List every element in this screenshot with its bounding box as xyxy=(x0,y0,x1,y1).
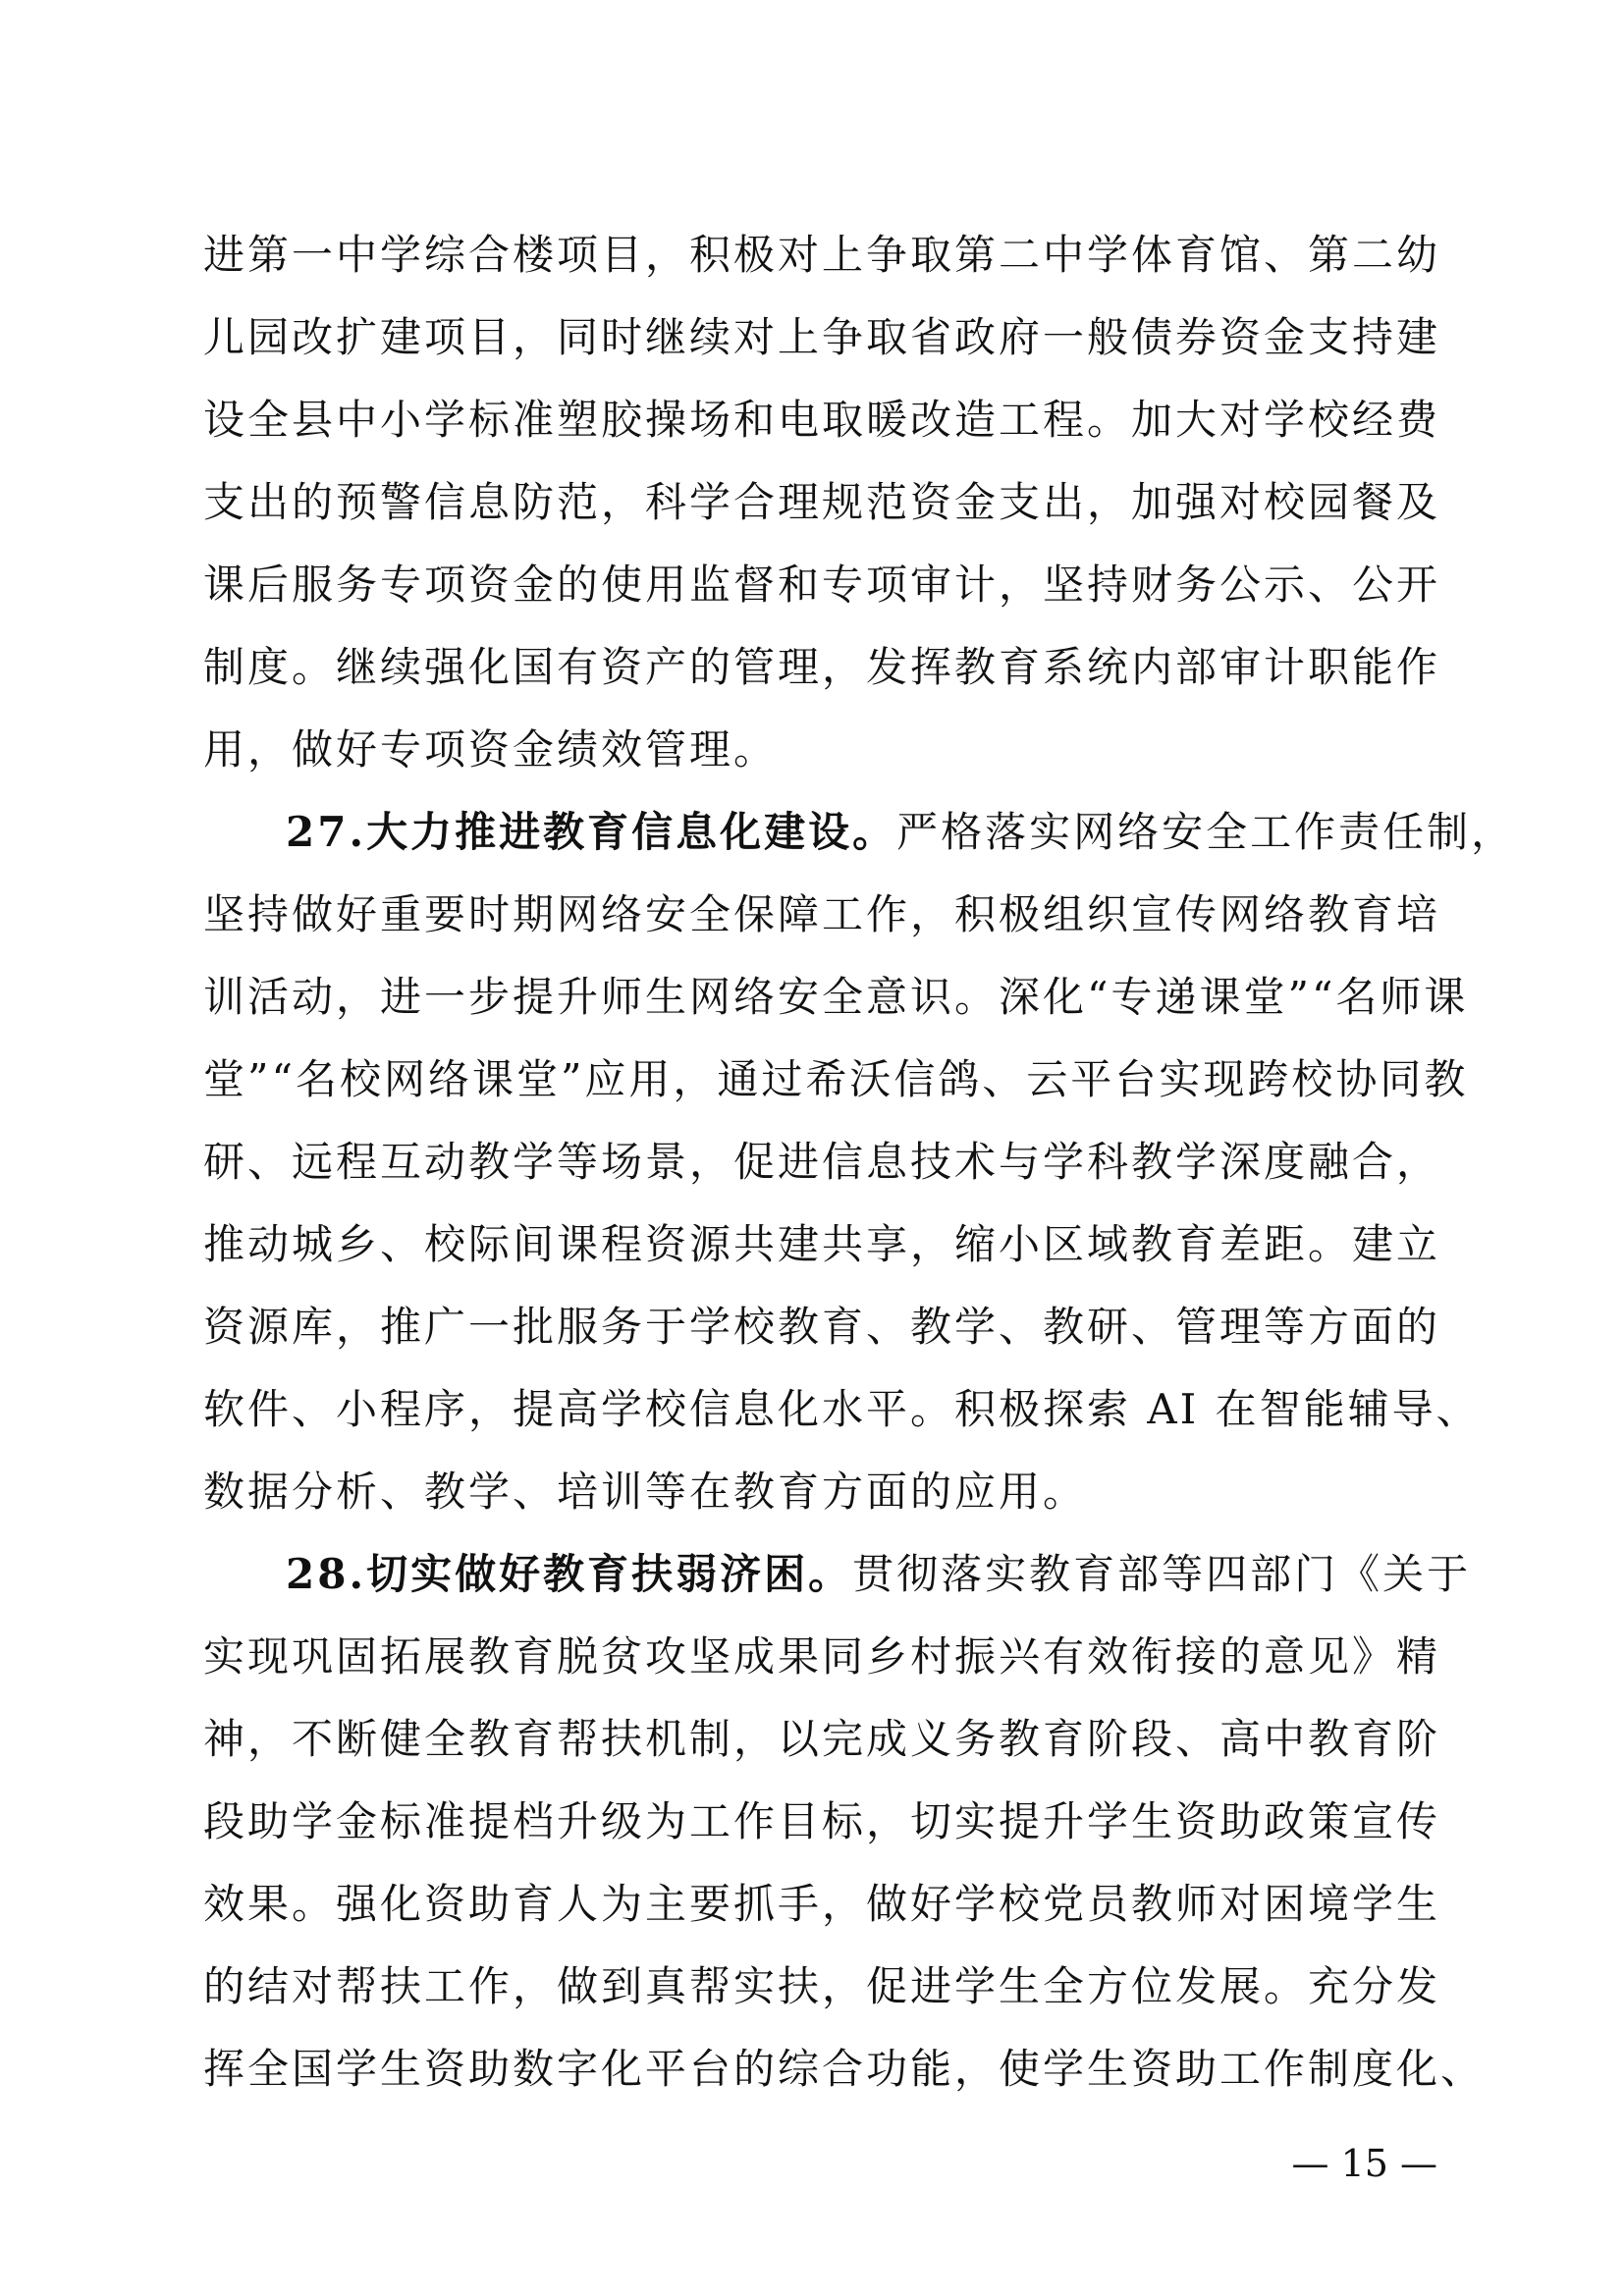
page-number: — 15 — xyxy=(1291,2142,1437,2185)
paragraph-item-28 xyxy=(203,1533,1486,2110)
text-line: 资源库，推广一批服务于学校教育、教学、教研、管理等方面的 xyxy=(203,1303,1441,1351)
text-line: 用，做好专项资金绩效管理。 xyxy=(203,725,779,774)
paragraph-first-line xyxy=(203,791,1516,874)
paragraph-continued xyxy=(203,214,1445,791)
text-line: 段助学金标准提档升级为工作目标，切实提升学生资助政策宣传 xyxy=(203,1797,1441,1845)
paragraph-heading: 27.大力推进教育信息化建设。 xyxy=(286,808,897,856)
text-line: 实现巩固拓展教育脱贫攻坚成果同乡村振兴有效衔接的意见》精 xyxy=(203,1632,1441,1681)
paragraph-first-line-text: 严格落实网络安全工作责任制， xyxy=(896,808,1516,856)
text-line: 训活动，进一步提升师生网络安全意识。深化“专递课堂”“名师课 xyxy=(203,973,1469,1021)
text-line: 效果。强化资助育人为主要抓手，做好学校党员教师对困境学生 xyxy=(203,1880,1441,1928)
text-line: 软件、小程序，提高学校信息化水平。积极探索 AI 在智能辅导、 xyxy=(203,1385,1481,1433)
text-line: 设全县中小学标准塑胶操场和电取暖改造工程。加大对学校经费 xyxy=(203,396,1441,444)
text-line: 神，不断健全教育帮扶机制，以完成义务教育阶段、高中教育阶 xyxy=(203,1715,1441,1763)
text-line: 的结对帮扶工作，做到真帮实扶，促进学生全方位发展。充分发 xyxy=(203,1962,1441,2010)
paragraph-heading: 28.切实做好教育扶弱济困。 xyxy=(286,1550,853,1598)
text-line: 数据分析、教学、培训等在教育方面的应用。 xyxy=(203,1468,1088,1516)
document-body xyxy=(203,214,1516,2110)
text-line: 研、远程互动教学等场景，促进信息技术与学科教学深度融合， xyxy=(203,1138,1441,1186)
text-line: 挥全国学生资助数字化平台的综合功能，使学生资助工作制度化、 xyxy=(203,2045,1486,2093)
text-line: 进第一中学综合楼项目，积极对上争取第二中学体育馆、第二幼 xyxy=(203,231,1441,279)
paragraph-item-27 xyxy=(203,791,1516,1533)
paragraph-first-line xyxy=(203,1533,1472,1616)
text-line: 坚持做好重要时期网络安全保障工作，积极组织宣传网络教育培 xyxy=(203,890,1441,938)
text-line: 制度。继续强化国有资产的管理，发挥教育系统内部审计职能作 xyxy=(203,643,1441,691)
text-line: 儿园改扩建项目，同时继续对上争取省政府一般债券资金支持建 xyxy=(203,313,1441,361)
text-line: 课后服务专项资金的使用监督和专项审计，坚持财务公示、公开 xyxy=(203,561,1441,609)
paragraph-first-line-text: 贯彻落实教育部等四部门《关于 xyxy=(852,1550,1472,1598)
text-line: 支出的预警信息防范，科学合理规范资金支出，加强对校园餐及 xyxy=(203,478,1441,526)
text-line: 推动城乡、校际间课程资源共建共享，缩小区域教育差距。建立 xyxy=(203,1220,1441,1268)
text-line: 堂”“名校网络课堂”应用，通过希沃信鸽、云平台实现跨校协同教 xyxy=(203,1055,1469,1103)
